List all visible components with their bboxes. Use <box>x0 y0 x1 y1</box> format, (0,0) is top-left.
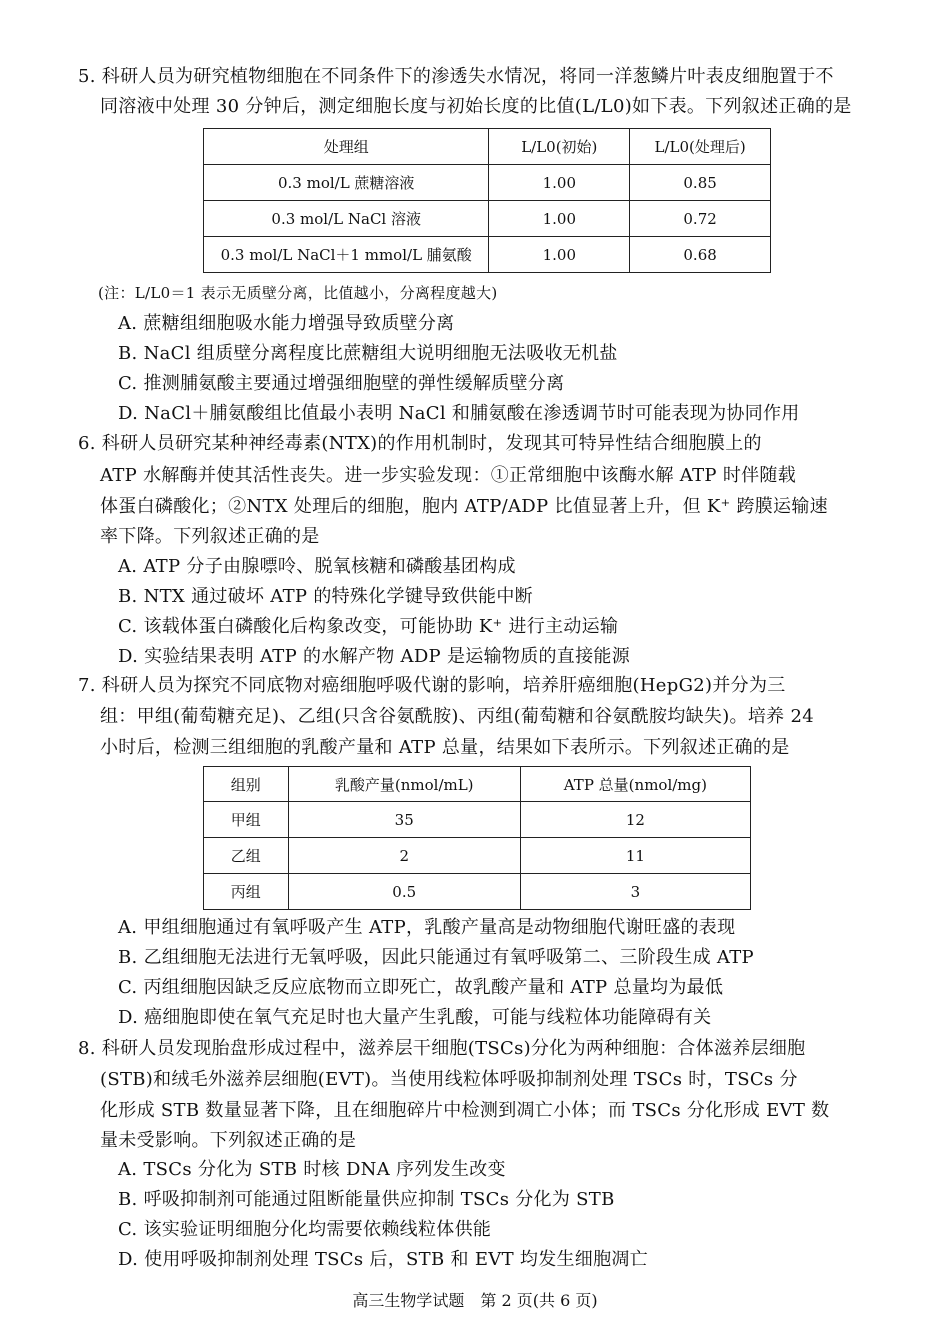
q5-option-d: D. NaCl＋脯氨酸组比值最小表明 NaCl 和脯氨酸在渗透调节时可能表现为协同作用 <box>118 403 800 424</box>
table-cell: 1.00 <box>489 237 630 273</box>
q8-option-c: C. 该实验证明细胞分化均需要依赖线粒体供能 <box>118 1219 492 1240</box>
q8-option-a: A. TSCs 分化为 STB 时核 DNA 序列发生改变 <box>118 1159 506 1180</box>
q5-table <box>203 128 771 273</box>
table-header-cell: 处理组 <box>204 129 489 165</box>
table-cell: 丙组 <box>204 874 289 910</box>
q5-stem-line-1: 5. 科研人员为研究植物细胞在不同条件下的渗透失水情况，将同一洋葱鳞片叶表皮细胞置于不 <box>78 66 834 87</box>
q7-stem-line-3: 小时后，检测三组细胞的乳酸产量和 ATP 总量，结果如下表所示。下列叙述正确的是 <box>100 737 790 758</box>
q6-stem-line-3: 体蛋白磷酸化；②NTX 处理后的细胞，胞内 ATP/ADP 比值显著上升，但 K⁺ 跨膜运输速 <box>100 496 828 517</box>
table-row <box>204 237 771 273</box>
table-cell: 0.85 <box>630 165 771 201</box>
q7-option-d: D. 癌细胞即使在氧气充足时也大量产生乳酸，可能与线粒体功能障碍有关 <box>118 1007 712 1028</box>
q6-option-d: D. 实验结果表明 ATP 的水解产物 ADP 是运输物质的直接能源 <box>118 646 630 667</box>
q5-option-a: A. 蔗糖组细胞吸水能力增强导致质壁分离 <box>118 313 455 334</box>
q5-table-note: (注：L/L0＝1 表示无质壁分离，比值越小，分离程度越大) <box>98 284 498 302</box>
q6-option-b: B. NTX 通过破坏 ATP 的特殊化学键导致供能中断 <box>118 586 533 607</box>
q8-stem-line-4: 量未受影响。下列叙述正确的是 <box>100 1130 357 1151</box>
page-footer: 高三生物学试题 第 2 页(共 6 页) <box>352 1291 598 1310</box>
q8-option-b: B. 呼吸抑制剂可能通过阻断能量供应抑制 TSCs 分化为 STB <box>118 1189 615 1210</box>
table-header-row <box>204 129 771 165</box>
q8-stem-line-1: 8. 科研人员发现胎盘形成过程中，滋养层干细胞(TSCs)分化为两种细胞：合体滋养层细胞 <box>78 1038 806 1059</box>
q7-table <box>203 766 751 910</box>
table-cell: 3 <box>520 874 750 910</box>
q6-stem-line-2: ATP 水解酶并使其活性丧失。进一步实验发现：①正常细胞中该酶水解 ATP 时伴随载 <box>100 465 797 486</box>
q6-stem-line-1: 6. 科研人员研究某种神经毒素(NTX)的作用机制时，发现其可特异性结合细胞膜上的 <box>78 433 762 454</box>
table-header-cell: 组别 <box>204 767 289 802</box>
q7-stem-line-2: 组：甲组(葡萄糖充足)、乙组(只含谷氨酰胺)、丙组(葡萄糖和谷氨酰胺均缺失)。培养 24 <box>100 706 814 727</box>
table-cell: 0.72 <box>630 201 771 237</box>
table-row <box>204 802 751 838</box>
table-cell: 0.3 mol/L NaCl 溶液 <box>204 201 489 237</box>
q5-option-c: C. 推测脯氨酸主要通过增强细胞壁的弹性缓解质壁分离 <box>118 373 565 394</box>
table-cell: 甲组 <box>204 802 289 838</box>
q8-option-d: D. 使用呼吸抑制剂处理 TSCs 后，STB 和 EVT 均发生细胞凋亡 <box>118 1249 648 1270</box>
q6-option-a: A. ATP 分子由腺嘌呤、脱氧核糖和磷酸基团构成 <box>118 556 516 577</box>
q7-option-a: A. 甲组细胞通过有氧呼吸产生 ATP，乳酸产量高是动物细胞代谢旺盛的表现 <box>118 917 736 938</box>
table-cell: 2 <box>288 838 520 874</box>
table-row <box>204 838 751 874</box>
q6-option-c: C. 该载体蛋白磷酸化后构象改变，可能协助 K⁺ 进行主动运输 <box>118 616 619 637</box>
table-header-cell: L/L0(处理后) <box>630 129 771 165</box>
table-cell: 35 <box>288 802 520 838</box>
table-cell: 乙组 <box>204 838 289 874</box>
q8-stem-line-2: (STB)和绒毛外滋养层细胞(EVT)。当使用线粒体呼吸抑制剂处理 TSCs 时，TSCs 分 <box>100 1069 798 1090</box>
table-row <box>204 201 771 237</box>
table-cell: 11 <box>520 838 750 874</box>
q7-stem-line-1: 7. 科研人员为探究不同底物对癌细胞呼吸代谢的影响，培养肝癌细胞(HepG2)并分为三 <box>78 675 786 696</box>
table-cell: 1.00 <box>489 201 630 237</box>
table-row <box>204 165 771 201</box>
table-header-cell: ATP 总量(nmol/mg) <box>520 767 750 802</box>
table-header-row <box>204 767 751 802</box>
table-row <box>204 874 751 910</box>
table-cell: 0.3 mol/L NaCl＋1 mmol/L 脯氨酸 <box>204 237 489 273</box>
table-cell: 12 <box>520 802 750 838</box>
table-header-cell: 乳酸产量(nmol/mL) <box>288 767 520 802</box>
q6-stem-line-4: 率下降。下列叙述正确的是 <box>100 526 320 547</box>
q5-stem-line-2: 同溶液中处理 30 分钟后，测定细胞长度与初始长度的比值(L/L0)如下表。下列叙述正确的是 <box>100 96 852 117</box>
table-cell: 0.68 <box>630 237 771 273</box>
table-header-cell: L/L0(初始) <box>489 129 630 165</box>
q8-stem-line-3: 化形成 STB 数量显著下降，且在细胞碎片中检测到凋亡小体；而 TSCs 分化形成 EVT 数 <box>100 1100 830 1121</box>
table-cell: 0.3 mol/L 蔗糖溶液 <box>204 165 489 201</box>
q7-option-c: C. 丙组细胞因缺乏反应底物而立即死亡，故乳酸产量和 ATP 总量均为最低 <box>118 977 724 998</box>
q5-option-b: B. NaCl 组质壁分离程度比蔗糖组大说明细胞无法吸收无机盐 <box>118 343 618 364</box>
q7-option-b: B. 乙组细胞无法进行无氧呼吸，因此只能通过有氧呼吸第二、三阶段生成 ATP <box>118 947 754 968</box>
table-cell: 0.5 <box>288 874 520 910</box>
table-cell: 1.00 <box>489 165 630 201</box>
